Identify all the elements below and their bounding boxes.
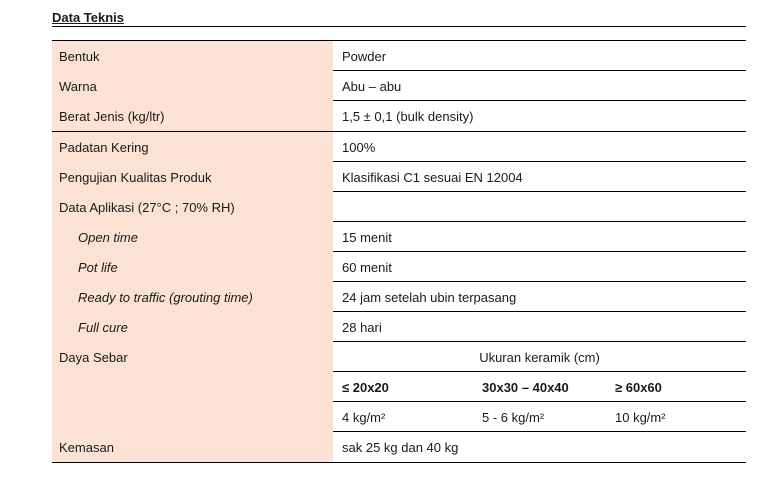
table-row	[52, 252, 746, 282]
row-label: Ready to traffic (grouting time)	[78, 290, 253, 305]
technical-data-table	[52, 40, 746, 463]
row-label: Berat Jenis (kg/ltr)	[59, 109, 165, 124]
row-value: 15 menit	[333, 222, 746, 252]
row-label: Open time	[78, 230, 138, 245]
table-row	[52, 41, 746, 71]
table-row	[52, 282, 746, 312]
spread-table	[333, 342, 746, 432]
table-row	[52, 162, 746, 192]
row-label: Warna	[59, 79, 97, 94]
table-row	[52, 312, 746, 342]
table-row	[52, 101, 746, 132]
row-value: Klasifikasi C1 sesuai EN 12004	[333, 162, 746, 192]
size-small: ≤ 20x20	[342, 380, 389, 395]
row-label: Pengujian Kualitas Produk	[59, 170, 212, 185]
size-large: ≥ 60x60	[615, 380, 662, 395]
amount-large: 10 kg/m²	[615, 410, 666, 425]
table-row	[52, 71, 746, 101]
amount-small: 4 kg/m²	[342, 410, 386, 425]
row-label: Pot life	[78, 260, 118, 275]
row-label: Padatan Kering	[59, 140, 149, 155]
table-row	[52, 132, 746, 162]
packaging-label: Kemasan	[59, 440, 114, 455]
row-label: Full cure	[78, 320, 128, 335]
row-value: 100%	[333, 132, 746, 162]
spread-sizes-row	[333, 372, 746, 402]
packaging-row	[52, 432, 746, 463]
row-value: Powder	[333, 41, 746, 71]
row-value: 1,5 ± 0,1 (bulk density)	[342, 109, 474, 124]
spread-amounts-row	[333, 402, 746, 432]
row-value: 24 jam setelah ubin terpasang	[333, 282, 746, 312]
table-row	[52, 222, 746, 252]
row-value	[333, 192, 746, 222]
spread-label: Daya Sebar	[59, 350, 128, 365]
title-underline-rule	[52, 26, 746, 27]
row-label: Data Aplikasi (27°C ; 70% RH)	[59, 200, 235, 215]
table-row	[52, 192, 746, 222]
amount-medium: 5 - 6 kg/m²	[482, 410, 545, 425]
row-value: 60 menit	[333, 252, 746, 282]
spread-header: Ukuran keramik (cm)	[333, 342, 746, 372]
section-title: Data Teknis	[52, 10, 125, 25]
row-value: 28 hari	[333, 312, 746, 342]
spread-row	[52, 342, 746, 432]
packaging-value: sak 25 kg dan 40 kg	[342, 440, 459, 455]
row-value: Abu – abu	[333, 71, 746, 101]
size-medium: 30x30 – 40x40	[482, 380, 569, 395]
row-label: Bentuk	[59, 49, 100, 64]
